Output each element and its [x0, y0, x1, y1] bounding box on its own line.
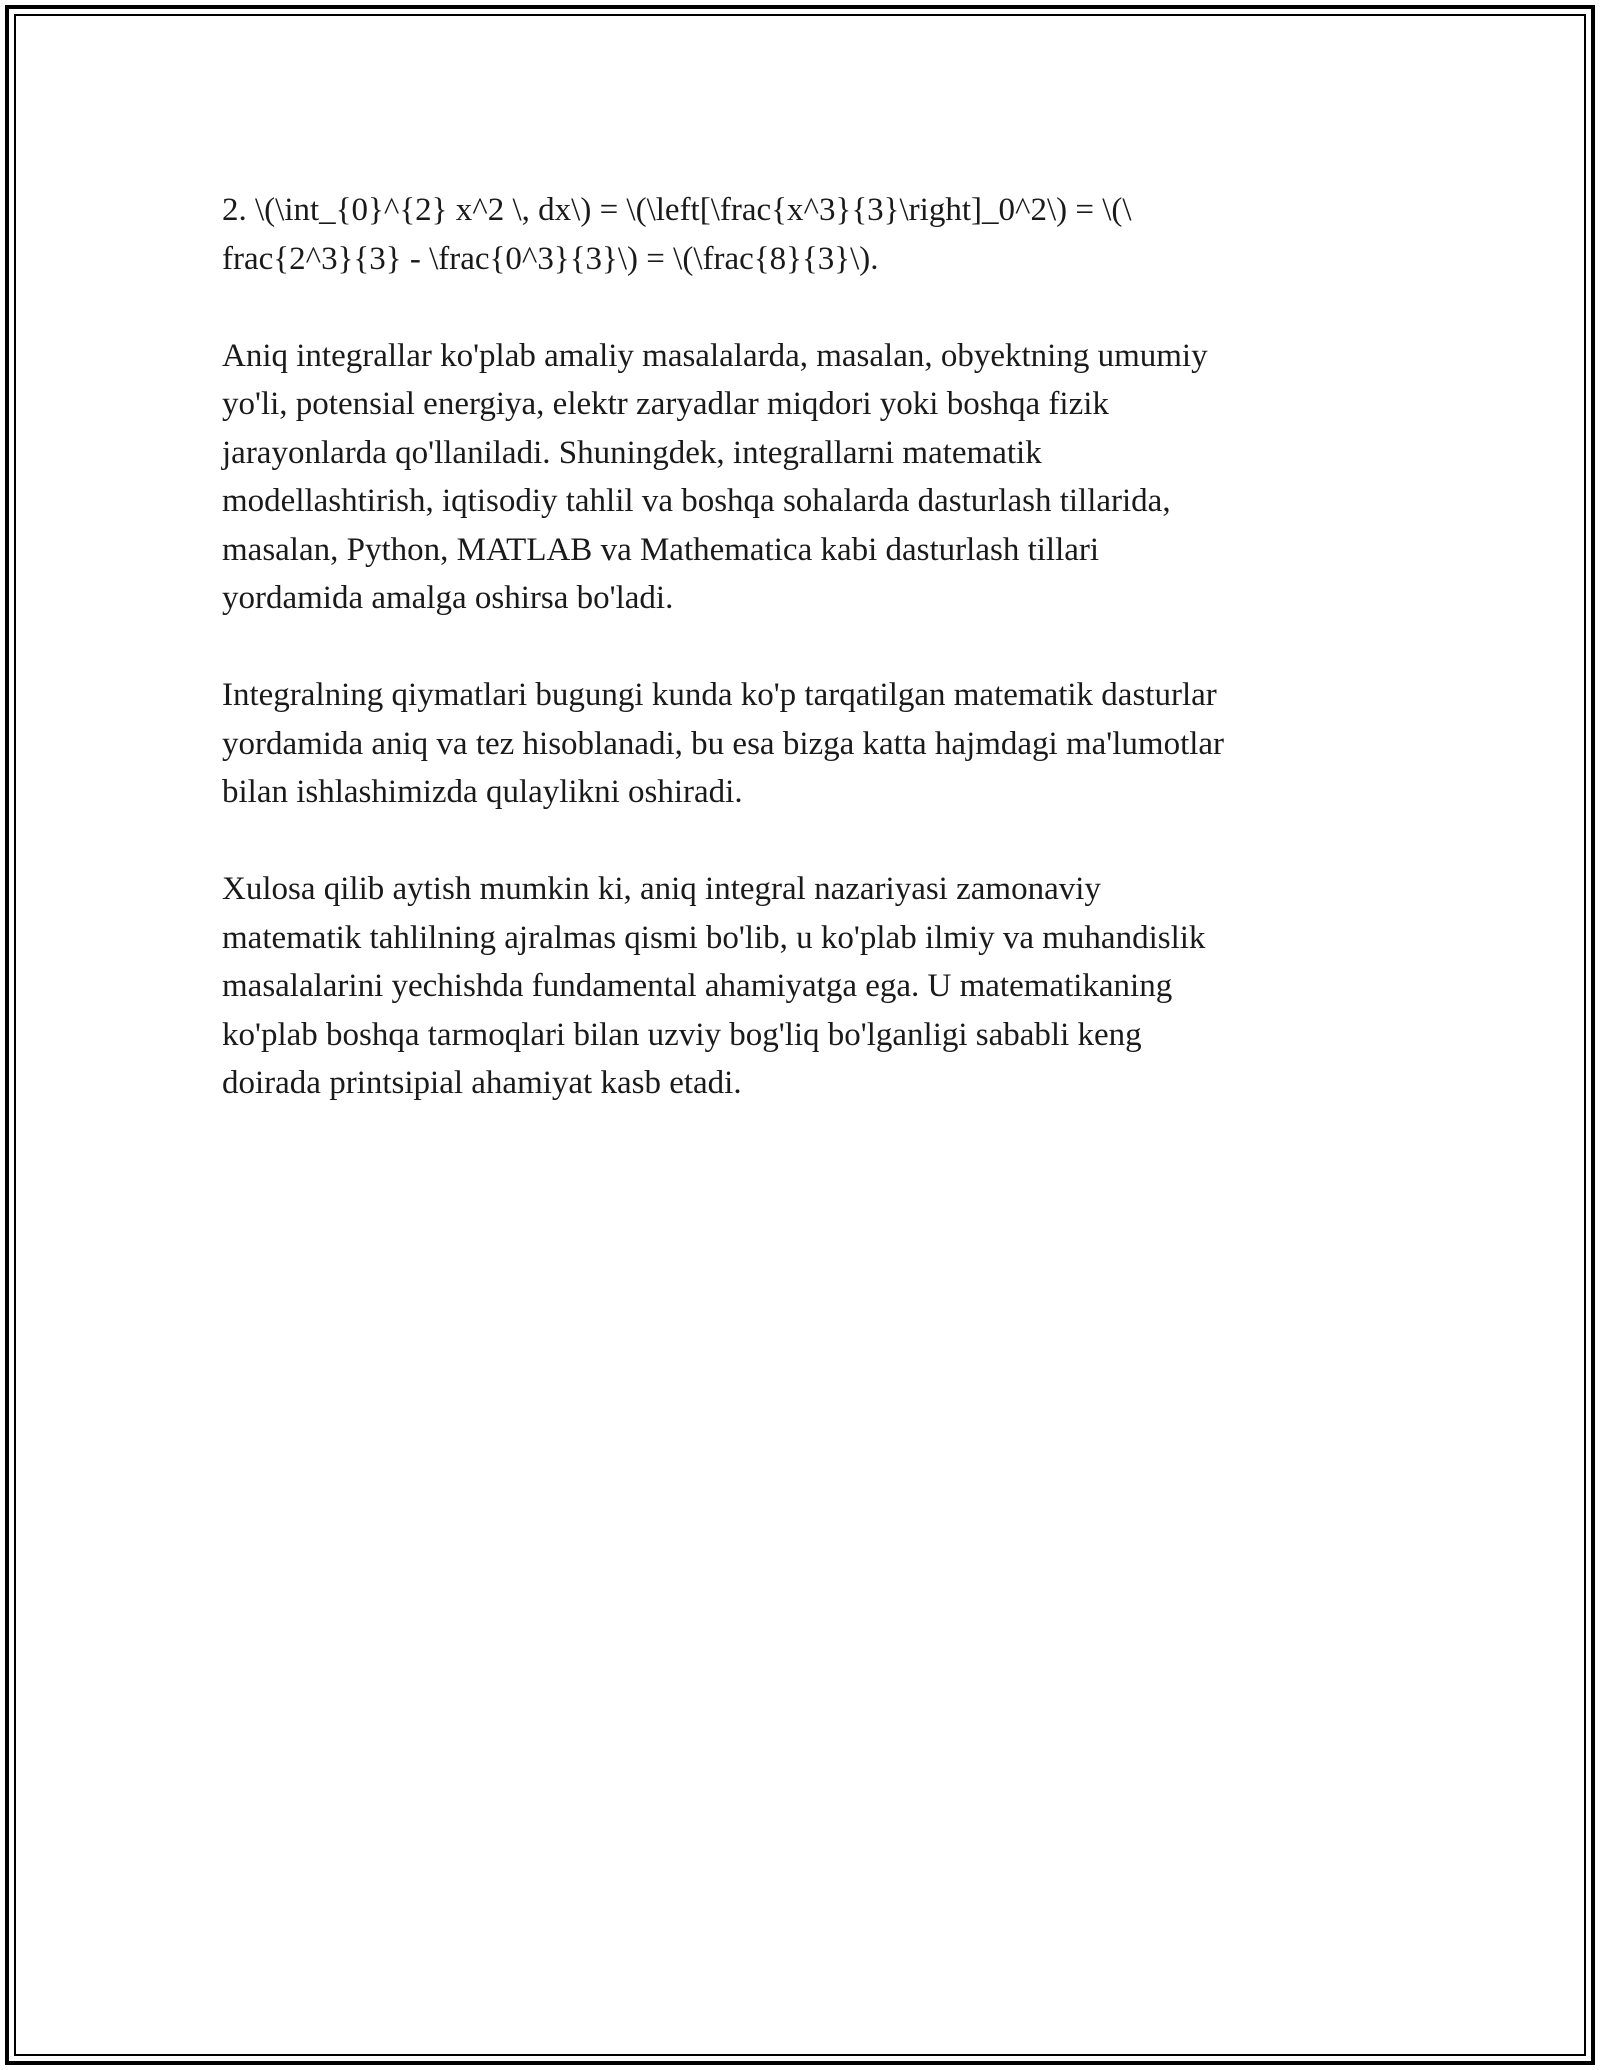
paragraph-integral-example: 2. \(\int_{0}^{2} x^2 \, dx\) = \(\left[\frac{x^3}{3}\right]_0^2\) = \(\ frac{2^3}{3} - \frac{0^3}{3}\) = \(\frac{8}{3}\).: [222, 192, 1132, 277]
document-body: [222, 186, 1372, 1156]
paragraph-conclusion: Xulosa qilib aytish mumkin ki, aniq integral nazariyasi zamonaviy matematik tahlilning ajralmas qismi bo'lib, u ko'plab ilmiy va muhandislik masalalarini yechishda fundamental ahamiyatga ega. U matematikaning ko'plab boshqa tarmoqlari bilan uzviy bog'liq bo'lganligi sababli keng doirada printsipial ahamiyat kasb etadi.: [222, 871, 1206, 1101]
paragraph-computation: Integralning qiymatlari bugungi kunda ko'p tarqatilgan matematik dasturlar yordamida aniq va tez hisoblanadi, bu esa bizga katta hajmdagi ma'lumotlar bilan ishlashimizda qulaylikni oshiradi.: [222, 677, 1225, 810]
paragraph-applications: Aniq integrallar ko'plab amaliy masalalarda, masalan, obyektning umumiy yo'li, potensial energiya, elektr zaryadlar miqdori yoki boshqa fizik jarayonlarda qo'llaniladi. Shuningdek, integrallarni matematik modellashtirish, iqtisodiy tahlil va boshqa sohalarda dasturlash tillarida, masalan, Python, MATLAB va Mathematica kabi dasturlash tillari yordamida amalga oshirsa bo'ladi.: [222, 337, 1208, 616]
